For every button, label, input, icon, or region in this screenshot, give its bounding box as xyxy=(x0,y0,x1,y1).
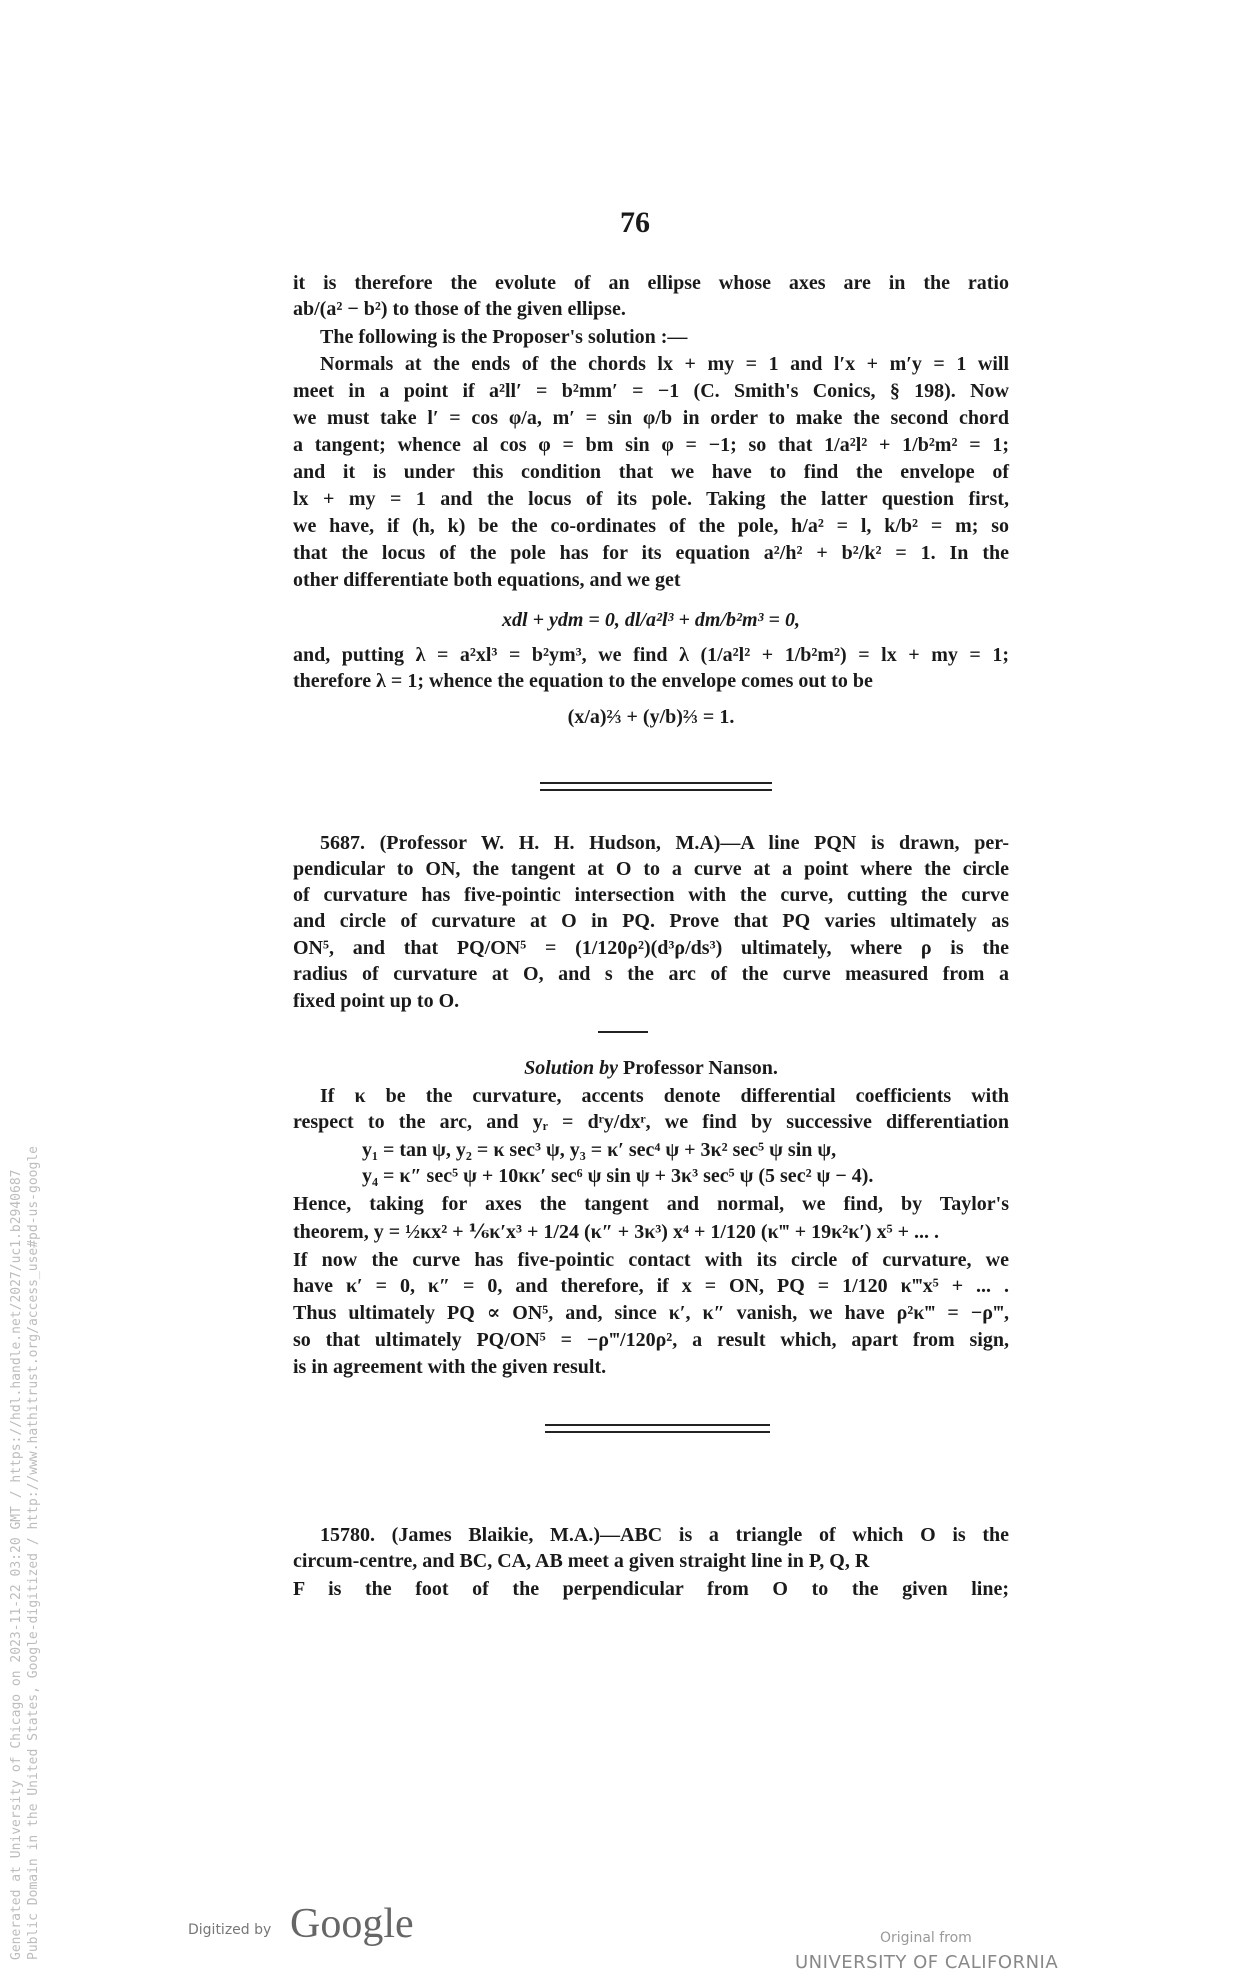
text-line: meet in a point if a²ll′ = b²mm′ = −1 (C. Smith's Conics, § 198). Now xyxy=(293,380,1009,402)
text-line: is in agreement with the given result. xyxy=(293,1356,607,1378)
equation: y₁ = tan ψ, y₂ = κ sec³ ψ, y₃ = κ′ sec⁴ ψ + 3κ² sec⁵ ψ sin ψ, xyxy=(362,1139,837,1161)
text-line: Thus ultimately PQ ∝ ON⁵, and, since κ′, κ″ vanish, we have ρ²κ‴ = −ρ‴, xyxy=(293,1302,1009,1324)
text-line: and it is under this condition that we have to find the envelope of xyxy=(293,461,1009,483)
text-line: have κ′ = 0, κ″ = 0, and therefore, if x = ON, PQ = 1/120 κ‴x⁵ + ... . xyxy=(293,1275,1009,1297)
institution-label: UNIVERSITY OF CALIFORNIA xyxy=(795,1952,1059,1973)
equation: y₄ = κ″ sec⁵ ψ + 10κκ′ sec⁶ ψ sin ψ + 3κ³ sec⁵ ψ (5 sec² ψ − 4). xyxy=(362,1165,874,1187)
text-line: Normals at the ends of the chords lx + my = 1 and l′x + m′y = 1 will xyxy=(320,353,1009,375)
hathitrust-watermark xyxy=(8,1146,42,1960)
text-line: it is therefore the evolute of an ellipse whose axes are in the ratio xyxy=(293,272,1009,294)
text-line: ON⁵, and that PQ/ON⁵ = (1/120ρ²)(d³ρ/ds³) ultimately, where ρ is the xyxy=(293,937,1009,959)
text-line: and circle of curvature at O in PQ. Prove that PQ varies ultimately as xyxy=(293,910,1009,932)
divider xyxy=(545,1431,770,1433)
text-line: we have, if (h, k) be the co-ordinates of the pole, h/a² = l, k/b² = m; so xyxy=(293,515,1009,537)
short-divider xyxy=(598,1031,648,1033)
text-line: Hence, taking for axes the tangent and normal, we find, by Taylor's xyxy=(293,1193,1009,1215)
text-line: ab/(a² − b²) to those of the given ellipse. xyxy=(293,298,626,320)
text-line: radius of curvature at O, and s the arc of the curve measured from a xyxy=(293,963,1009,985)
solution-heading xyxy=(293,1056,1009,1080)
text-line: If κ be the curvature, accents denote differential coefficients with xyxy=(320,1085,1009,1107)
text-line: respect to the arc, and yᵣ = dʳy/dxʳ, we find by successive differentiation xyxy=(293,1111,1009,1133)
text-line: If now the curve has five-pointic contact with its circle of curvature, we xyxy=(293,1249,1009,1271)
equation: xdl + ydm = 0, dl/a²l³ + dm/b²m³ = 0, xyxy=(502,609,800,631)
text-line: and, putting λ = a²xl³ = b²ym³, we find λ (1/a²l² + 1/b²m²) = lx + my = 1; xyxy=(293,644,1009,666)
digitized-by-label: Digitized by xyxy=(188,1922,272,1938)
text-line: F is the foot of the perpendicular from O to the given line; xyxy=(293,1578,1009,1600)
question-line: 15780. (James Blaikie, M.A.)—ABC is a triangle of which O is the xyxy=(320,1524,1009,1546)
text-line: theorem, y = ½κx² + ⅙κ′x³ + 1/24 (κ″ + 3κ³) x⁴ + 1/120 (κ‴ + 19κ²κ′) x⁵ + ... . xyxy=(293,1221,939,1243)
watermark-line: Generated at University of Chicago on 2023-11-22 03:20 GMT / https://hdl.handle.net/2027/uc1.b2940687 xyxy=(9,1169,24,1960)
text-line: a tangent; whence al cos φ = bm sin φ = −1; so that 1/a²l² + 1/b²m² = 1; xyxy=(293,434,1009,456)
solution-author: Professor Nanson. xyxy=(623,1057,778,1079)
text-line: of curvature has five-pointic intersection with the curve, cutting the curve xyxy=(293,884,1009,906)
divider xyxy=(545,1424,770,1426)
equation: (x/a)⅔ + (y/b)⅔ = 1. xyxy=(567,706,735,728)
divider xyxy=(540,789,772,791)
page-number: 76 xyxy=(620,206,650,239)
text-line: so that ultimately PQ/ON⁵ = −ρ‴/120ρ², a result which, apart from sign, xyxy=(293,1329,1009,1351)
solution-heading-italic: Solution by xyxy=(524,1057,619,1079)
text-line: The following is the Proposer's solution :— xyxy=(320,326,688,348)
text-line: lx + my = 1 and the locus of its pole. Taking the latter question first, xyxy=(293,488,1009,510)
text-line: therefore λ = 1; whence the equation to the envelope comes out to be xyxy=(293,670,873,692)
divider xyxy=(540,782,772,784)
text-line: fixed point up to O. xyxy=(293,990,460,1012)
text-line: that the locus of the pole has for its equation a²/h² + b²/k² = 1. In the xyxy=(293,542,1009,564)
google-logo: Google xyxy=(290,1901,414,1947)
text-line: we must take l′ = cos φ/a, m′ = sin φ/b in order to make the second chord xyxy=(293,407,1009,429)
text-line: pendicular to ON, the tangent at O to a curve at a point where the circle xyxy=(293,858,1009,880)
text-line: circum-centre, and BC, CA, AB meet a given straight line in P, Q, R xyxy=(293,1550,870,1572)
text-line: other differentiate both equations, and we get xyxy=(293,569,681,591)
question-line: 5687. (Professor W. H. H. Hudson, M.A)—A line PQN is drawn, per- xyxy=(320,832,1009,854)
watermark-line: Public Domain in the United States, Google-digitized / http://www.hathitrust.org/access_use#pd-us-google xyxy=(26,1146,41,1960)
original-from-label: Original from xyxy=(880,1930,972,1946)
